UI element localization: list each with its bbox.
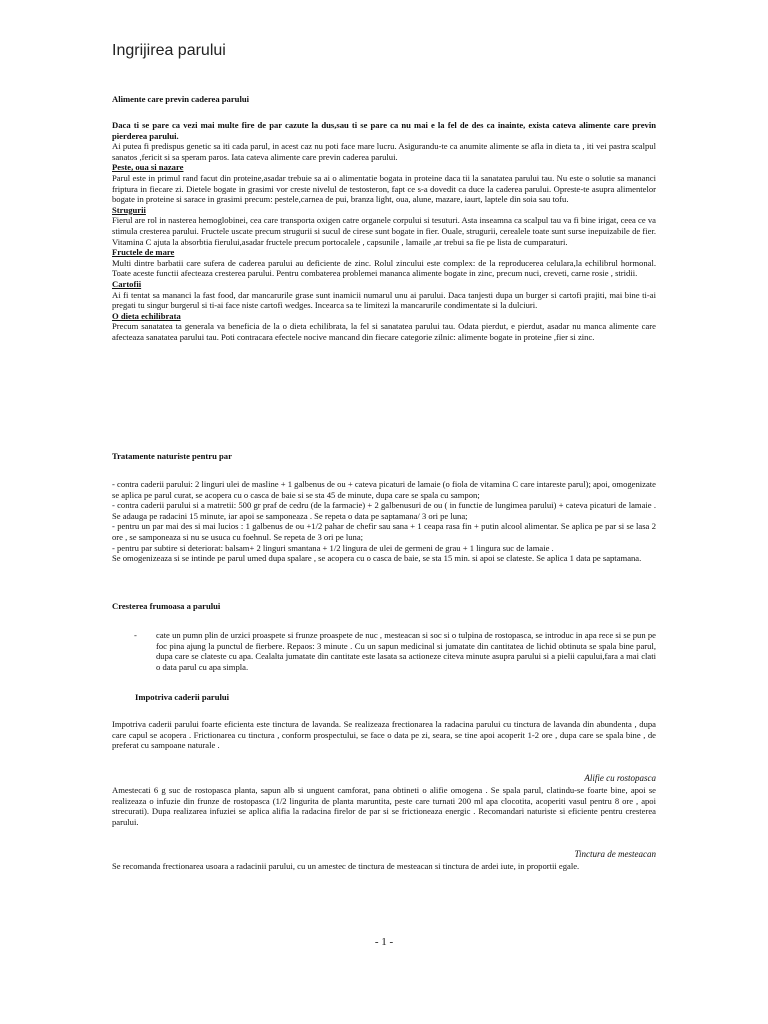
subheading-potatoes: Cartofii bbox=[112, 278, 142, 289]
treatment-line: - contra caderii parului: 2 linguri ulei de masline + 1 galbenus de ou + cateva picaturi de lamaie (o fiola de vitamina C care intareste parul); apoi, omogenizate se aplica pe parul curat, se acopera cu o casca de baie si se sta 45 de minute, dupa care se spala cu sampon; bbox=[112, 479, 656, 500]
section-ointment-body bbox=[112, 785, 656, 827]
section-treatments-body bbox=[112, 479, 656, 564]
section-heading-growth: Cresterea frumoasa a parului bbox=[112, 601, 221, 611]
subheading-seafood: Fructele de mare bbox=[112, 247, 175, 258]
paragraph-potatoes: Ai fi tentat sa mananci la fast food, dar mancarurile grase sunt inamicii numarul unu ai parului. Daca tanjesti dupa un burger si cartofi prajiti, mai bine ti-ai pregati tu singur burgerul si ti-ai face niste cartofi wedges. Incearca sa te limitezi la mancarurile condimentate si la dulciuri. bbox=[112, 289, 656, 311]
intro-paragraph: Ai putea fi predispus genetic sa iti cada parul, in acest caz nu poti face mare lucru. Asigurandu-te ca anumite alimente se afla in dieta ta , iti vei pastra scalpul sanatos ,fericit si sa speram paros. Iata cateva alimente care previn caderea parului. bbox=[112, 141, 656, 162]
section-heading-against-hair-loss: Impotriva caderii parului bbox=[135, 692, 230, 702]
treatment-line: - pentru par subtire si deteriorat: balsam+ 2 linguri smantana + 1/2 lingura de ulei de germeni de grau + 1 lingura suc de lamaie . bbox=[112, 542, 554, 553]
caption-birch-tincture: Tinctura de mesteacan bbox=[574, 849, 656, 859]
page-number: - 1 - bbox=[374, 936, 394, 948]
section-birch-body bbox=[112, 861, 656, 872]
treatment-line: - pentru un par mai des si mai lucios : 1 galbenus de ou +1/2 pahar de chefir sau sana + 1 ceapa rasa fin + putin alcool alimentar. Se aplica pe par si se lasa 2 ore , se samponeaza si nu se usuca cu foehnul. Se repeta de 3 ori pe luna; bbox=[112, 521, 656, 542]
growth-bullet-text: cate un pumn plin de urzici proaspete si frunze proaspete de nuc , mesteacan si soc si o tulpina de rostopasca, se introduc in apa rece si se pun pe foc pina ajung la punctul de fierbere. Repaos: 3 minute . Cu un sapun medicinal si jumatate din cantitatea de lichid obtinuta se spala bine parul, dupa care se clateste cu apa. Cealalta jumatate din cantitate este lasata sa actioneze citeva minute asupra parului si a pielii capului,fara a mai clati o data parul cu apa simpla. bbox=[156, 630, 656, 672]
section-heading-foods: Alimente care previn caderea parului bbox=[112, 94, 250, 104]
caption-celandine-ointment: Alifie cu rostopasca bbox=[584, 773, 656, 783]
treatment-line: - contra caderii parului si a matretii: 500 gr praf de cedru (de la farmacie) + 2 galbenusuri de ou ( in functie de lungimea parului) + cateva picaturi de lamaie . Se adauga pe radacini 15 minute, iar apoi se samponeaza . Se repeta o data pe saptamana/ 3 ori pe luna; bbox=[112, 500, 656, 521]
birch-paragraph: Se recomanda frectionarea usoara a radacinii parului, cu un amestec de tinctura de mesteacan si tinctura de ardei iute, in proportii egale. bbox=[112, 861, 580, 871]
treatment-line: Se omogenizeaza si se intinde pe parul umed dupa spalare , se acopera cu o casca de baie, se sta 15 min. si apoi se clateste. Se aplica 1 data pe saptamana. bbox=[112, 553, 642, 564]
section-foods-body bbox=[112, 120, 656, 342]
section-lavender-body bbox=[112, 719, 656, 751]
paragraph-fish-eggs: Parul este in primul rand facut din proteine,asadar trebuie sa ai o alimentatie bogata in proteine daca tii la sanatatea parului tau. Nu este o solutie sa mananci friptura in fiecare zi. Dietele bogate in grasimi vor creste nivelul de testosteron, fapt ce s-a dovedit ca duce la caderea parului. Opreste-te asupra alimentelor bogate in proteine si sarace in grasimi precum: pestele,carnea de pui, branza light, oua, alune, mazare, iaurt, laptele din soia sau tofu. bbox=[112, 172, 656, 205]
intro-bold-paragraph: Daca ti se pare ca vezi mai multe fire de par cazute la dus,sau ti se pare ca nu mai e la fel de des ca inainte, exista cateva alimente care previn pierderea parului. bbox=[112, 120, 656, 141]
document-title: Ingrijirea parului bbox=[112, 42, 226, 59]
bullet-dash: - bbox=[134, 630, 137, 640]
subheading-balanced-diet: O dieta echilibrata bbox=[112, 310, 181, 321]
ointment-paragraph: Amestecati 6 g suc de rostopasca planta, sapun alb si unguent camforat, pana obtineti o alifie omogena . Se spala parul, clatindu-se foarte bine, apoi se realizeaza o infuzie din frunze de rostopasca (1/2 lingurita de planta maruntita, peste care turnati 200 ml apa clocotita, acoperiti vasul pentru 8 ore , apoi strecurati). Dupa realizarea infuziei se aplica alifia la radacina firelor de par si se frictioneaza energic . Recomandari naturiste si eficiente pentru cresterea parului. bbox=[112, 785, 656, 827]
paragraph-balanced-diet: Precum sanatatea ta generala va beneficia de la o dieta echilibrata, la fel si sanatatea parului tau. Odata pierdut, e pierdut, asadar nu manca alimente care afecteaza sanatatea parului tau. Poti contracara efectele nocive mancand din fiecare categorie zilnic: alimente bogate in proteine ,fier si zinc. bbox=[112, 321, 656, 342]
lavender-paragraph: Impotriva caderii parului foarte eficienta este tinctura de lavanda. Se realizeaza frectionarea la radacina parului cu tinctura de lavanda din abundenta , dupa care capul se acopera . Frictionarea cu tinctura , conform prospectului, se face o data pe zi, seara, se tine apoi acoperit 1-2 ore , dupa care se spala bine , de preferat cu sampoane naturale . bbox=[112, 719, 656, 751]
section-growth-body bbox=[134, 630, 656, 672]
paragraph-grapes: Fierul are rol in nasterea hemoglobinei, cea care transporta oxigen catre organele corpului si tesuturi. Asta inseamna ca scalpul tau va fi bine irigat, ceea ce va stimula cresterea parului. Fructele uscate precum strugurii si sucul de cirese sunt bogate in fier. Ouale, strugurii, cerealele toate sunt surse inepuizabile de fier. Vitamina C ajuta la absorbtia fierului,asadar fructele precum portocalele , capsunile , lamaile ,ar trebui sa fie pe lista de cumparaturi. bbox=[112, 215, 656, 247]
subheading-fish-eggs: Peste, oua si nazare bbox=[112, 162, 184, 173]
paragraph-seafood: Multi dintre barbatii care sufera de caderea parului au deficiente de zinc. Rolul zincului este complex: de la reproducerea celulara,la echilibrul hormonal. Toate aceste functii afecteaza cresterea parului. Pentru combaterea problemei mananca alimente bogate in zinc, precum nuci, creveti, carne rosie , stridii. bbox=[112, 257, 656, 279]
section-heading-treatments: Tratamente naturiste pentru par bbox=[112, 451, 232, 461]
subheading-grapes: Strugurii bbox=[112, 204, 146, 215]
